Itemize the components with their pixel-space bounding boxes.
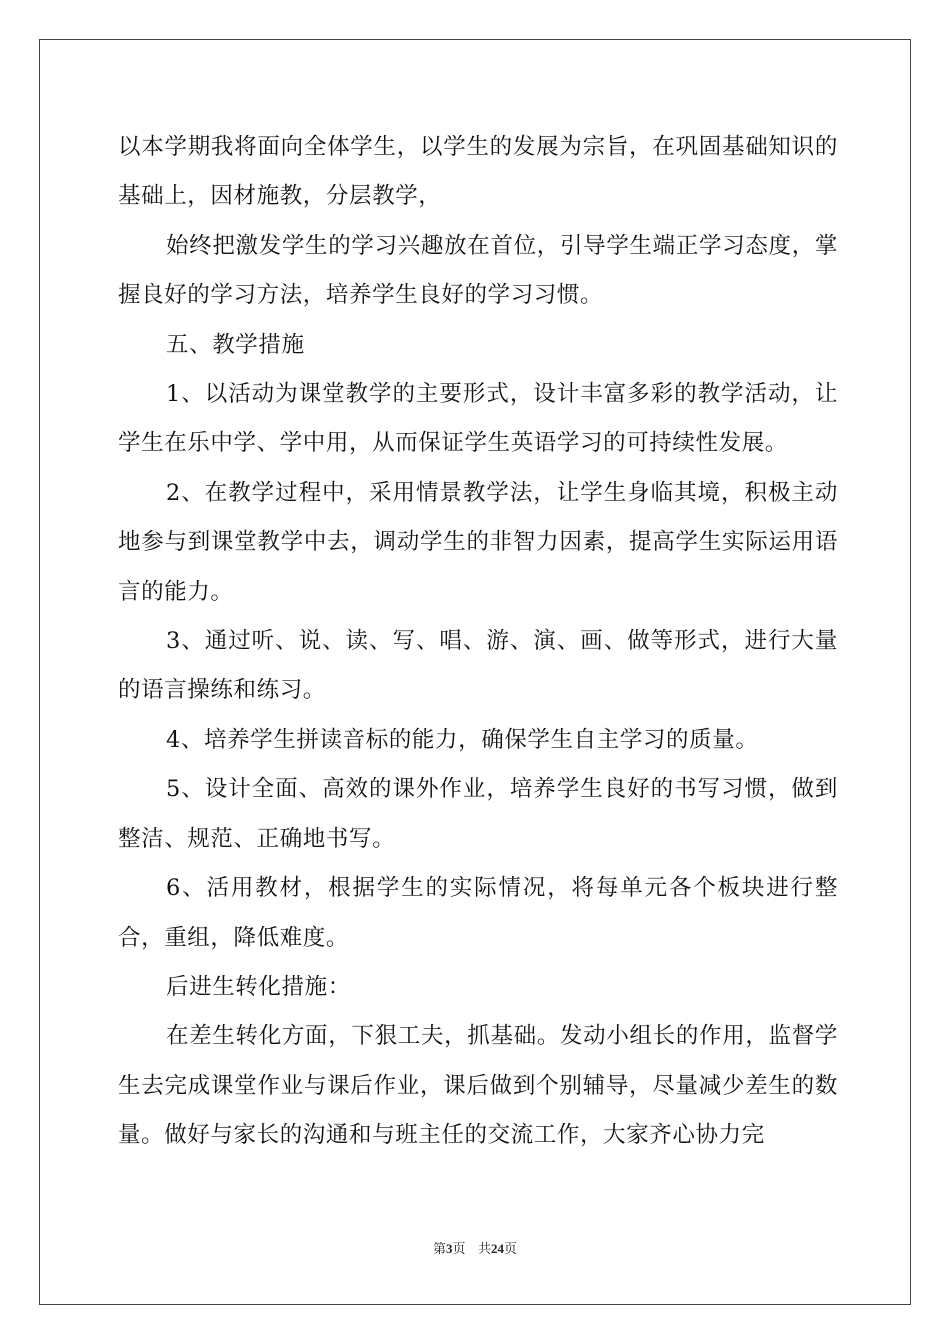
paragraph: 始终把激发学生的学习兴趣放在首位，引导学生端正学习态度，掌握良好的学习方法，培养学生良好的学习习惯。	[118, 232, 838, 309]
section-heading: 五、教学措施	[166, 331, 305, 358]
list-item: 6、活用教材，根据学生的实际情况，将每单元各个板块进行整合，重组，降低难度。	[118, 875, 838, 951]
document-body	[118, 123, 838, 1161]
total-prefix: 共	[477, 1242, 491, 1257]
page-prefix: 第	[433, 1242, 447, 1257]
subsection-heading: 后进生转化措施：	[166, 973, 351, 1000]
paragraph: 在差生转化方面，下狠工夫，抓基础。发动小组长的作用，监督学生去完成课堂作业与课后作业，课后做到个别辅导，尽量减少差生的数量。做好与家长的沟通和与班主任的交流工作，大家齐心协力完	[118, 1023, 838, 1149]
list-item: 2、在教学过程中，采用情景教学法，让学生身临其境，积极主动地参与到课堂教学中去，调动学生的非智力因素，提高学生实际运用语言的能力。	[118, 479, 838, 605]
list-item: 1、以活动为课堂教学的主要形式，设计丰富多彩的教学活动，让学生在乐中学、学中用，从而保证学生英语学习的可持续性发展。	[118, 381, 838, 457]
list-item: 5、设计全面、高效的课外作业，培养学生良好的书写习惯，做到整洁、规范、正确地书写。	[118, 776, 838, 852]
list-item: 3、通过听、说、读、写、唱、游、演、画、做等形式，进行大量的语言操练和练习。	[118, 628, 838, 704]
total-pages: 24	[490, 1241, 504, 1256]
paragraph: 以本学期我将面向全体学生，以学生的发展为宗旨，在巩固基础知识的基础上，因材施教，分层教学，	[118, 134, 838, 210]
page-suffix: 页	[452, 1242, 466, 1257]
list-item: 4、培养学生拼读音标的能力，确保学生自主学习的质量。	[166, 726, 759, 753]
total-suffix: 页	[503, 1242, 517, 1257]
page-footer	[0, 1238, 950, 1257]
page-number: 3	[446, 1241, 453, 1256]
